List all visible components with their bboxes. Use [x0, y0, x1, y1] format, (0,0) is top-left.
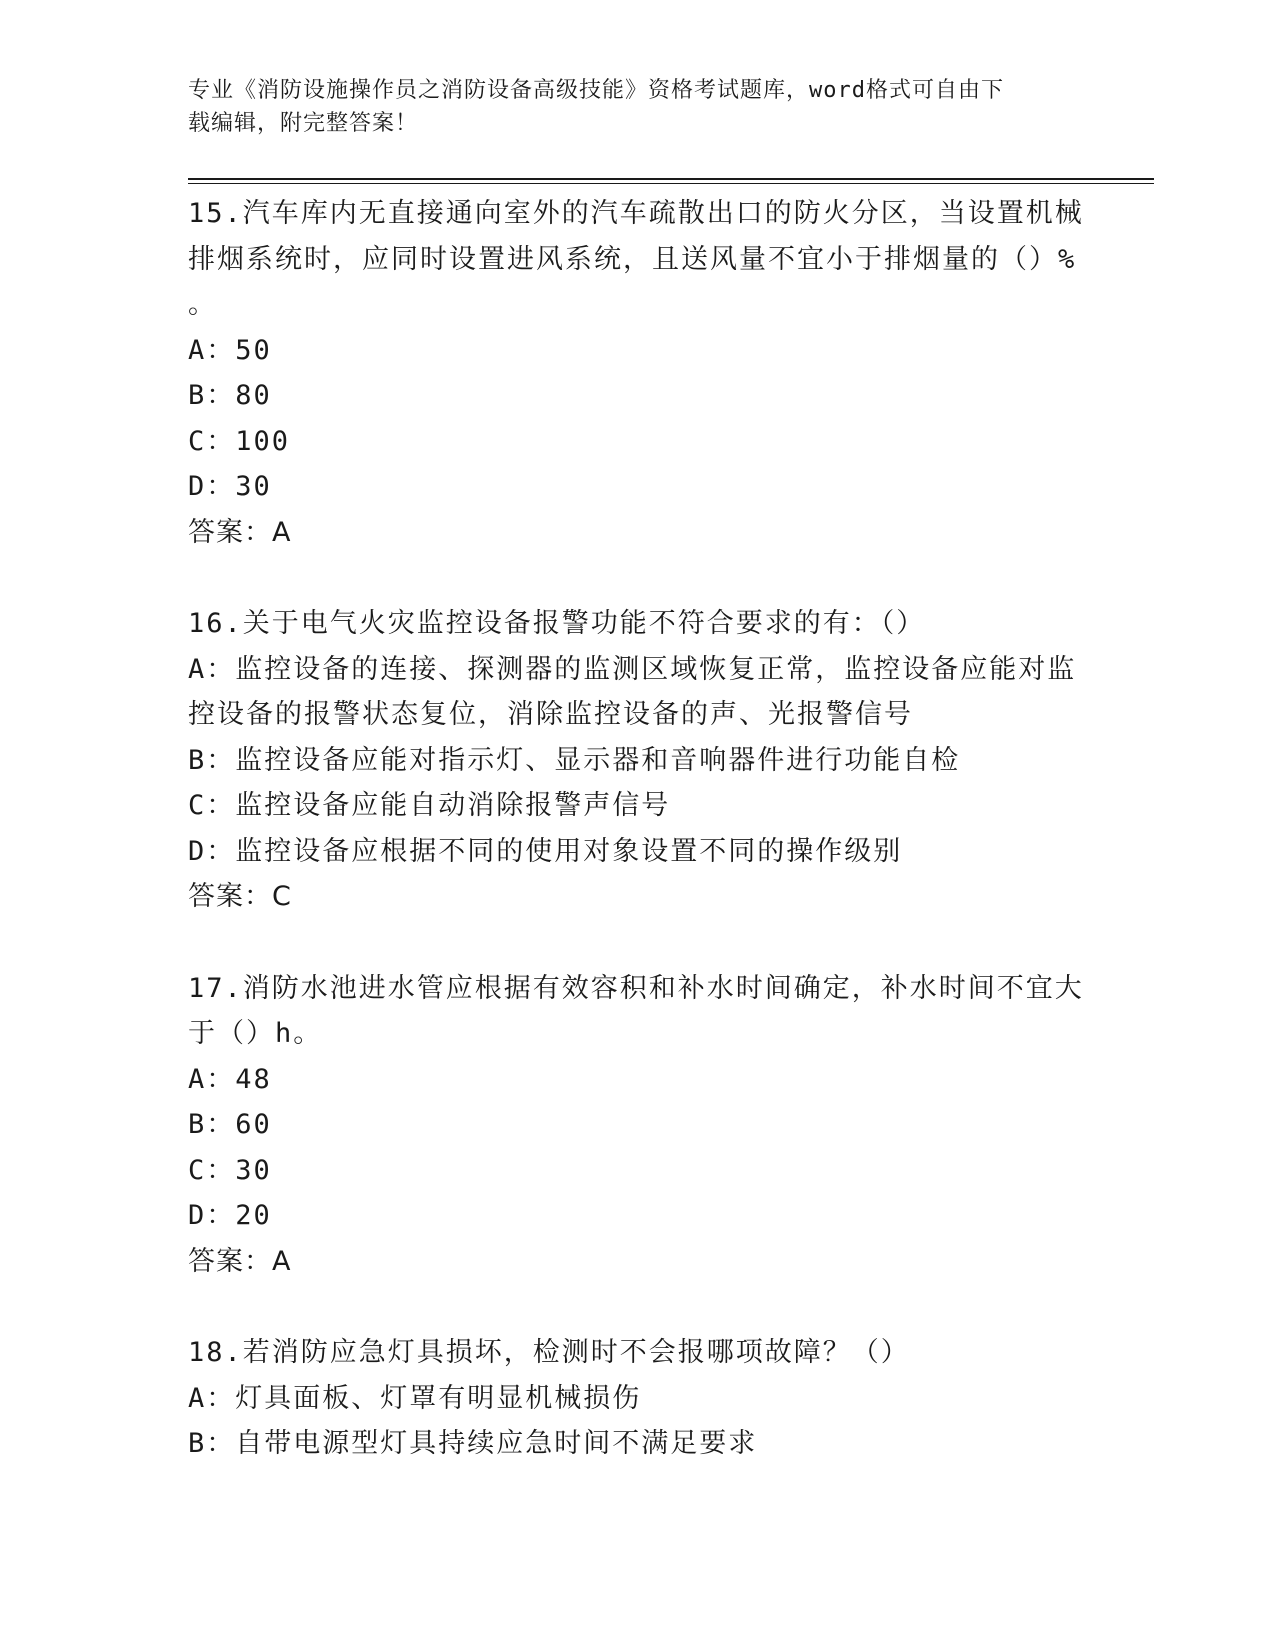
question-16 [188, 601, 1088, 920]
option-a: A：灯具面板、灯罩有明显机械损伤 [188, 1382, 642, 1414]
question-15 [188, 191, 1088, 555]
header-line-1: 专业《消防设施操作员之消防设备高级技能》资格考试题库，word格式可自由下 [188, 78, 1004, 103]
answer-text: 答案：A [188, 516, 292, 548]
question-17 [188, 966, 1088, 1285]
header-divider-thin [188, 183, 1154, 184]
option-d: D：30 [188, 471, 272, 502]
question-stem-line: 17.消防水池进水管应根据有效容积和补水时间确定，补水时间不宜大 [188, 972, 1084, 1004]
question-stem-line: 排烟系统时，应同时设置进风系统，且送风量不宜小于排烟量的（）% [188, 243, 1077, 275]
question-stem-line: 18.若消防应急灯具损坏，检测时不会报哪项故障？（） [188, 1337, 910, 1368]
option-a: A：48 [188, 1063, 272, 1095]
header-divider-thick [188, 178, 1154, 180]
option-a: A：监控设备的连接、探测器的监测区域恢复正常，监控设备应能对监 [188, 653, 1077, 685]
answer-text: 答案：C [188, 881, 292, 912]
question-stem-line: 于（）h。 [188, 1018, 323, 1049]
option-b: B：80 [188, 380, 272, 411]
option-c: C：100 [188, 425, 291, 457]
header-line-2: 载编辑，附完整答案！ [188, 111, 419, 136]
question-stem-line: 15.汽车库内无直接通向室外的汽车疏散出口的防火分区，当设置机械 [188, 198, 1084, 229]
option-b: B：监控设备应能对指示灯、显示器和音响器件进行功能自检 [188, 744, 961, 776]
option-a: A：50 [188, 334, 272, 366]
question-18 [188, 1330, 1088, 1467]
option-a-continued: 控设备的报警状态复位，消除监控设备的声、光报警信号 [188, 699, 913, 730]
question-stem-line: 16.关于电气火灾监控设备报警功能不符合要求的有：（） [188, 608, 926, 639]
option-c: C：30 [188, 1154, 272, 1186]
option-b: B：60 [188, 1109, 272, 1140]
question-stem-line: 。 [188, 289, 217, 320]
document-header [188, 74, 1078, 140]
question-list [188, 191, 1088, 1467]
option-c: C：监控设备应能自动消除报警声信号 [188, 790, 671, 821]
answer-text: 答案：A [188, 1245, 292, 1277]
option-d: D：监控设备应根据不同的使用对象设置不同的操作级别 [188, 835, 903, 867]
option-d: D：20 [188, 1200, 272, 1231]
option-b: B：自带电源型灯具持续应急时间不满足要求 [188, 1428, 758, 1459]
